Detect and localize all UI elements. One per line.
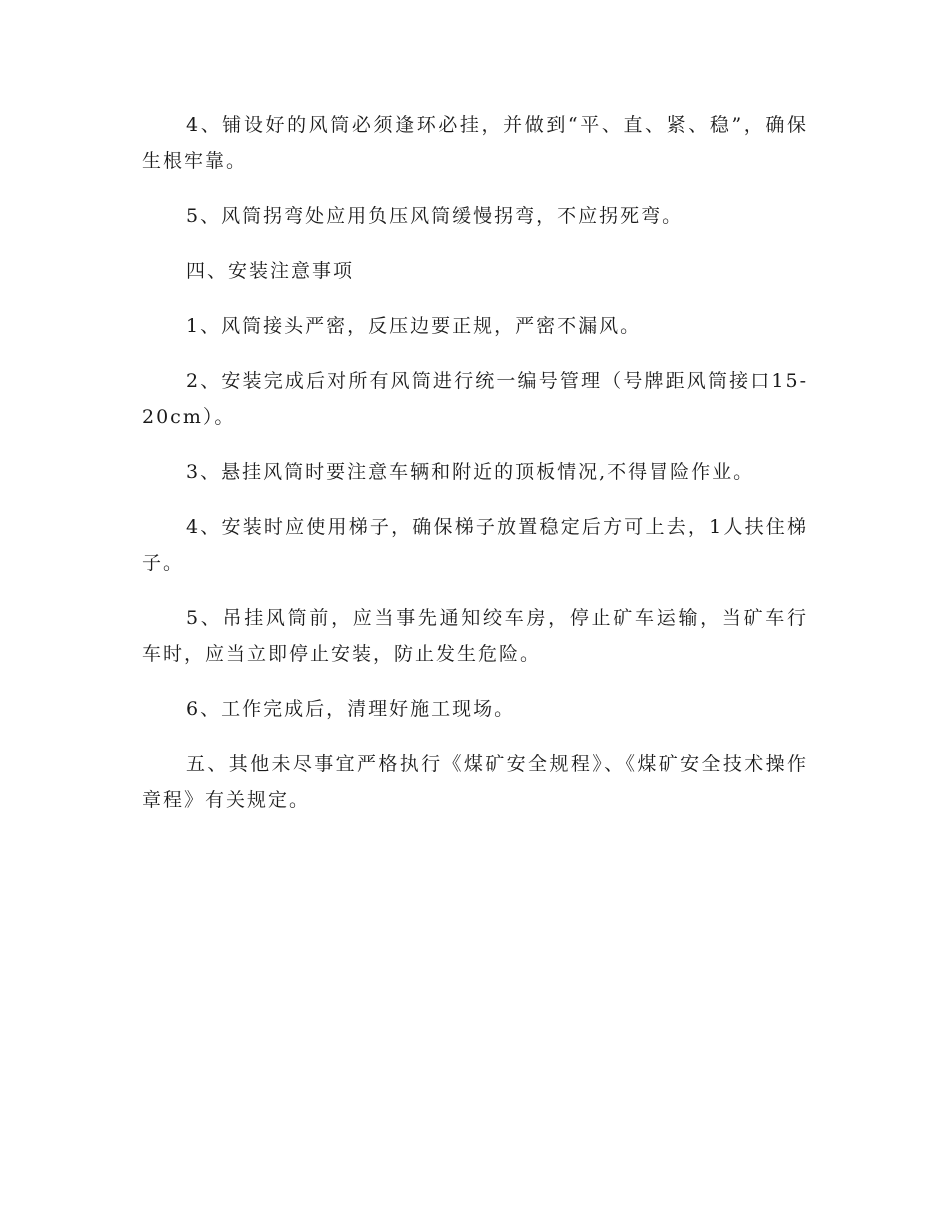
paragraph-section-5-regulations: 五、其他未尽事宜严格执行《煤矿安全规程》、《煤矿安全技术操作章程》有关规定。	[142, 753, 808, 811]
document-body	[142, 107, 808, 837]
paragraph-note-6-cleanup: 6、工作完成后，清理好施工现场。	[186, 698, 516, 720]
paragraph-note-3-vehicles: 3、悬挂风筒时要注意车辆和附近的顶板情况,不得冒险作业。	[186, 461, 755, 483]
paragraph-note-1-joints: 1、风筒接头严密，反压边要正规，严密不漏风。	[186, 315, 642, 337]
paragraph-note-5-winch: 5、吊挂风筒前，应当事先通知绞车房，停止矿车运输，当矿车行车时，应当立即停止安装，防止发生危险。	[142, 607, 808, 665]
section-heading-installation-notes: 四、安装注意事项	[186, 260, 355, 282]
paragraph-item-4-hanging: 4、铺设好的风筒必须逢环必挂，并做到“平、直、紧、稳”，确保生根牢靠。	[142, 114, 808, 172]
paragraph-item-5-bend: 5、风筒拐弯处应用负压风筒缓慢拐弯，不应拐死弯。	[186, 205, 684, 227]
paragraph-note-2-numbering: 2、安装完成后对所有风筒进行统一编号管理（号牌距风筒接口15-20cm）。	[142, 370, 808, 428]
paragraph-note-4-ladder: 4、安装时应使用梯子，确保梯子放置稳定后方可上去，1人扶住梯子。	[142, 516, 808, 574]
